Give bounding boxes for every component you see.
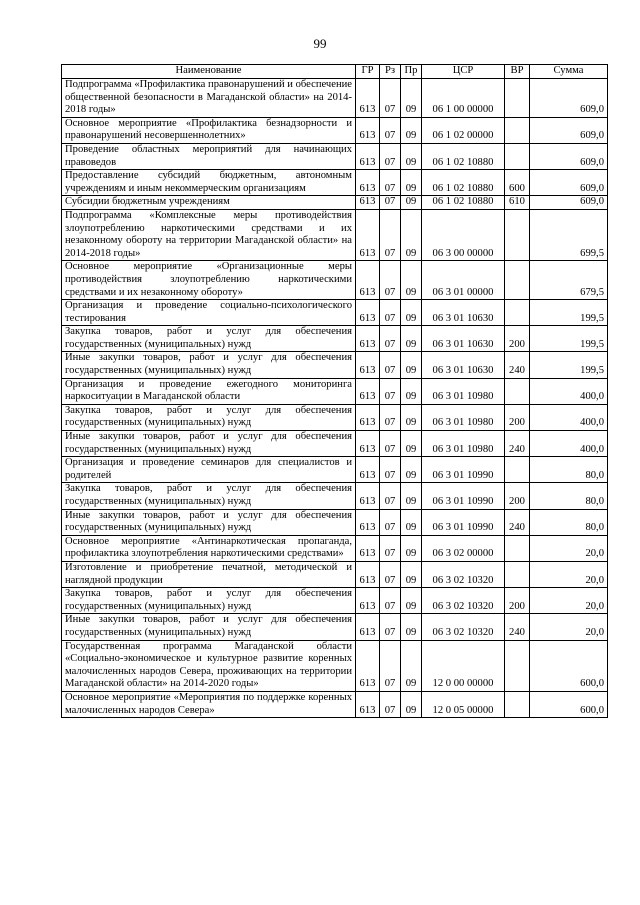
row-csr: 06 3 01 10990 bbox=[422, 483, 505, 509]
row-sum: 699,5 bbox=[530, 209, 608, 260]
row-pr: 09 bbox=[401, 404, 422, 430]
row-pr: 09 bbox=[401, 170, 422, 196]
row-sum: 609,0 bbox=[530, 143, 608, 169]
header-csr: ЦСР bbox=[422, 65, 505, 79]
row-rz: 07 bbox=[380, 170, 401, 196]
row-gr: 613 bbox=[356, 170, 380, 196]
row-rz: 07 bbox=[380, 378, 401, 404]
row-pr: 09 bbox=[401, 691, 422, 717]
row-rz: 07 bbox=[380, 143, 401, 169]
row-name: Субсидии бюджетным учреждениям bbox=[62, 196, 356, 210]
row-name: Организация и проведение ежегодного мониторинга наркоситуации в Магаданской области bbox=[62, 378, 356, 404]
header-name: Наименование bbox=[62, 65, 356, 79]
row-sum: 80,0 bbox=[530, 457, 608, 483]
table-body bbox=[62, 79, 608, 718]
row-vr bbox=[505, 300, 530, 326]
budget-table bbox=[61, 64, 608, 718]
row-pr: 09 bbox=[401, 431, 422, 457]
row-vr bbox=[505, 561, 530, 587]
row-name: Основное мероприятие «Профилактика безнадзорности и правонарушений несовершеннолетних» bbox=[62, 117, 356, 143]
row-name: Иные закупки товаров, работ и услуг для обеспечения государственных (муниципальных) нужд bbox=[62, 614, 356, 640]
row-pr: 09 bbox=[401, 326, 422, 352]
row-rz: 07 bbox=[380, 457, 401, 483]
row-rz: 07 bbox=[380, 79, 401, 118]
row-rz: 07 bbox=[380, 326, 401, 352]
row-pr: 09 bbox=[401, 117, 422, 143]
table-row bbox=[62, 300, 608, 326]
row-gr: 613 bbox=[356, 404, 380, 430]
row-vr: 200 bbox=[505, 483, 530, 509]
row-pr: 09 bbox=[401, 196, 422, 210]
row-pr: 09 bbox=[401, 614, 422, 640]
row-sum: 80,0 bbox=[530, 509, 608, 535]
row-rz: 07 bbox=[380, 196, 401, 210]
row-csr: 06 3 01 10980 bbox=[422, 378, 505, 404]
row-gr: 613 bbox=[356, 196, 380, 210]
row-pr: 09 bbox=[401, 261, 422, 300]
row-vr: 240 bbox=[505, 431, 530, 457]
table-row bbox=[62, 378, 608, 404]
row-csr: 06 3 01 10630 bbox=[422, 352, 505, 378]
row-rz: 07 bbox=[380, 300, 401, 326]
row-pr: 09 bbox=[401, 588, 422, 614]
row-vr bbox=[505, 378, 530, 404]
row-vr bbox=[505, 535, 530, 561]
row-name: Основное мероприятие «Антинаркотическая пропаганда, профилактика злоупотребления наркотическими средствами» bbox=[62, 535, 356, 561]
row-gr: 613 bbox=[356, 614, 380, 640]
row-rz: 07 bbox=[380, 431, 401, 457]
row-rz: 07 bbox=[380, 535, 401, 561]
table-row bbox=[62, 196, 608, 210]
row-rz: 07 bbox=[380, 117, 401, 143]
row-gr: 613 bbox=[356, 209, 380, 260]
row-vr: 600 bbox=[505, 170, 530, 196]
row-csr: 06 3 01 10990 bbox=[422, 457, 505, 483]
row-gr: 613 bbox=[356, 378, 380, 404]
table-row bbox=[62, 561, 608, 587]
row-name: Закупка товаров, работ и услуг для обеспечения государственных (муниципальных) нужд bbox=[62, 404, 356, 430]
row-csr: 06 3 01 10990 bbox=[422, 509, 505, 535]
row-name: Иные закупки товаров, работ и услуг для обеспечения государственных (муниципальных) нужд bbox=[62, 509, 356, 535]
row-csr: 06 3 02 10320 bbox=[422, 588, 505, 614]
row-vr: 200 bbox=[505, 588, 530, 614]
row-rz: 07 bbox=[380, 352, 401, 378]
header-vr: ВР bbox=[505, 65, 530, 79]
row-pr: 09 bbox=[401, 483, 422, 509]
row-csr: 06 3 01 10630 bbox=[422, 326, 505, 352]
row-name: Проведение областных мероприятий для начинающих правоведов bbox=[62, 143, 356, 169]
table-row bbox=[62, 640, 608, 691]
row-gr: 613 bbox=[356, 143, 380, 169]
row-csr: 06 3 02 10320 bbox=[422, 561, 505, 587]
row-sum: 600,0 bbox=[530, 640, 608, 691]
row-gr: 613 bbox=[356, 117, 380, 143]
row-csr: 06 3 01 10980 bbox=[422, 404, 505, 430]
row-name: Закупка товаров, работ и услуг для обеспечения государственных (муниципальных) нужд bbox=[62, 483, 356, 509]
row-vr bbox=[505, 143, 530, 169]
row-rz: 07 bbox=[380, 404, 401, 430]
row-csr: 06 3 01 10630 bbox=[422, 300, 505, 326]
row-vr bbox=[505, 117, 530, 143]
row-gr: 613 bbox=[356, 326, 380, 352]
table-row bbox=[62, 509, 608, 535]
row-sum: 199,5 bbox=[530, 326, 608, 352]
row-sum: 20,0 bbox=[530, 614, 608, 640]
row-csr: 06 1 02 10880 bbox=[422, 196, 505, 210]
row-vr: 200 bbox=[505, 326, 530, 352]
row-name: Государственная программа Магаданской области «Социально-экономическое и культурное развитие коренных малочисленных народов Севера, проживающих на территории Магаданской области» на 2014-2020 годы» bbox=[62, 640, 356, 691]
row-pr: 09 bbox=[401, 143, 422, 169]
table-row bbox=[62, 457, 608, 483]
header-pr: Пр bbox=[401, 65, 422, 79]
row-sum: 609,0 bbox=[530, 79, 608, 118]
row-sum: 679,5 bbox=[530, 261, 608, 300]
row-sum: 400,0 bbox=[530, 378, 608, 404]
row-vr: 240 bbox=[505, 509, 530, 535]
row-name: Закупка товаров, работ и услуг для обеспечения государственных (муниципальных) нужд bbox=[62, 588, 356, 614]
row-rz: 07 bbox=[380, 483, 401, 509]
row-vr bbox=[505, 691, 530, 717]
row-vr: 240 bbox=[505, 614, 530, 640]
row-pr: 09 bbox=[401, 352, 422, 378]
row-gr: 613 bbox=[356, 691, 380, 717]
table-row bbox=[62, 691, 608, 717]
row-vr bbox=[505, 261, 530, 300]
table-row bbox=[62, 431, 608, 457]
row-rz: 07 bbox=[380, 209, 401, 260]
row-vr: 240 bbox=[505, 352, 530, 378]
row-sum: 199,5 bbox=[530, 352, 608, 378]
row-csr: 06 1 02 10880 bbox=[422, 170, 505, 196]
row-gr: 613 bbox=[356, 535, 380, 561]
row-vr: 200 bbox=[505, 404, 530, 430]
row-sum: 609,0 bbox=[530, 170, 608, 196]
table-row bbox=[62, 117, 608, 143]
row-rz: 07 bbox=[380, 640, 401, 691]
row-vr bbox=[505, 640, 530, 691]
row-name: Предоставление субсидий бюджетным, автономным учреждениям и иным некоммерческим организациям bbox=[62, 170, 356, 196]
row-csr: 06 1 02 00000 bbox=[422, 117, 505, 143]
table-row bbox=[62, 614, 608, 640]
row-rz: 07 bbox=[380, 691, 401, 717]
table-row bbox=[62, 209, 608, 260]
table-row bbox=[62, 170, 608, 196]
row-csr: 06 3 00 00000 bbox=[422, 209, 505, 260]
row-name: Иные закупки товаров, работ и услуг для обеспечения государственных (муниципальных) нужд bbox=[62, 352, 356, 378]
row-name: Подпрограмма «Комплексные меры противодействия злоупотреблению наркотическими средствами и их незаконному обороту на территории Магаданской области» на 2014-2018 годы» bbox=[62, 209, 356, 260]
row-gr: 613 bbox=[356, 457, 380, 483]
row-csr: 06 1 02 10880 bbox=[422, 143, 505, 169]
row-sum: 199,5 bbox=[530, 300, 608, 326]
row-vr bbox=[505, 79, 530, 118]
row-pr: 09 bbox=[401, 378, 422, 404]
row-pr: 09 bbox=[401, 209, 422, 260]
table-row bbox=[62, 352, 608, 378]
row-gr: 613 bbox=[356, 352, 380, 378]
row-name: Организация и проведение социально-психологического тестирования bbox=[62, 300, 356, 326]
row-gr: 613 bbox=[356, 431, 380, 457]
row-gr: 613 bbox=[356, 588, 380, 614]
row-pr: 09 bbox=[401, 457, 422, 483]
row-gr: 613 bbox=[356, 509, 380, 535]
row-name: Изготовление и приобретение печатной, методической и наглядной продукции bbox=[62, 561, 356, 587]
row-pr: 09 bbox=[401, 300, 422, 326]
row-rz: 07 bbox=[380, 261, 401, 300]
row-pr: 09 bbox=[401, 561, 422, 587]
table-row bbox=[62, 326, 608, 352]
header-sum: Сумма bbox=[530, 65, 608, 79]
row-vr bbox=[505, 209, 530, 260]
row-rz: 07 bbox=[380, 509, 401, 535]
table-row bbox=[62, 143, 608, 169]
row-sum: 609,0 bbox=[530, 117, 608, 143]
row-csr: 06 3 02 00000 bbox=[422, 535, 505, 561]
row-csr: 12 0 05 00000 bbox=[422, 691, 505, 717]
row-csr: 06 1 00 00000 bbox=[422, 79, 505, 118]
table-row bbox=[62, 588, 608, 614]
row-sum: 80,0 bbox=[530, 483, 608, 509]
row-pr: 09 bbox=[401, 640, 422, 691]
row-sum: 400,0 bbox=[530, 404, 608, 430]
row-vr: 610 bbox=[505, 196, 530, 210]
row-sum: 609,0 bbox=[530, 196, 608, 210]
table-row bbox=[62, 483, 608, 509]
row-gr: 613 bbox=[356, 79, 380, 118]
row-gr: 613 bbox=[356, 640, 380, 691]
row-name: Иные закупки товаров, работ и услуг для обеспечения государственных (муниципальных) нужд bbox=[62, 431, 356, 457]
row-name: Закупка товаров, работ и услуг для обеспечения государственных (муниципальных) нужд bbox=[62, 326, 356, 352]
row-gr: 613 bbox=[356, 261, 380, 300]
row-pr: 09 bbox=[401, 535, 422, 561]
table-header-row bbox=[62, 65, 608, 79]
row-rz: 07 bbox=[380, 614, 401, 640]
header-gr: ГР bbox=[356, 65, 380, 79]
row-rz: 07 bbox=[380, 561, 401, 587]
row-csr: 06 3 01 10980 bbox=[422, 431, 505, 457]
row-name: Организация и проведение семинаров для специалистов и родителей bbox=[62, 457, 356, 483]
row-pr: 09 bbox=[401, 509, 422, 535]
row-rz: 07 bbox=[380, 588, 401, 614]
page-number: 99 bbox=[313, 36, 327, 51]
row-gr: 613 bbox=[356, 300, 380, 326]
table-row bbox=[62, 79, 608, 118]
row-gr: 613 bbox=[356, 561, 380, 587]
row-sum: 600,0 bbox=[530, 691, 608, 717]
row-sum: 400,0 bbox=[530, 431, 608, 457]
table-row bbox=[62, 261, 608, 300]
row-csr: 12 0 00 00000 bbox=[422, 640, 505, 691]
row-sum: 20,0 bbox=[530, 588, 608, 614]
row-name: Основное мероприятие «Мероприятия по поддержке коренных малочисленных народов Севера» bbox=[62, 691, 356, 717]
header-rz: Рз bbox=[380, 65, 401, 79]
row-gr: 613 bbox=[356, 483, 380, 509]
row-sum: 20,0 bbox=[530, 561, 608, 587]
table-row bbox=[62, 404, 608, 430]
row-name: Основное мероприятие «Организационные меры противодействия злоупотреблению наркотическими средствами и их незаконному обороту» bbox=[62, 261, 356, 300]
row-pr: 09 bbox=[401, 79, 422, 118]
row-csr: 06 3 02 10320 bbox=[422, 614, 505, 640]
table-row bbox=[62, 535, 608, 561]
row-sum: 20,0 bbox=[530, 535, 608, 561]
row-vr bbox=[505, 457, 530, 483]
row-csr: 06 3 01 00000 bbox=[422, 261, 505, 300]
row-name: Подпрограмма «Профилактика правонарушений и обеспечение общественной безопасности в Магаданской области» на 2014-2018 годы» bbox=[62, 79, 356, 118]
